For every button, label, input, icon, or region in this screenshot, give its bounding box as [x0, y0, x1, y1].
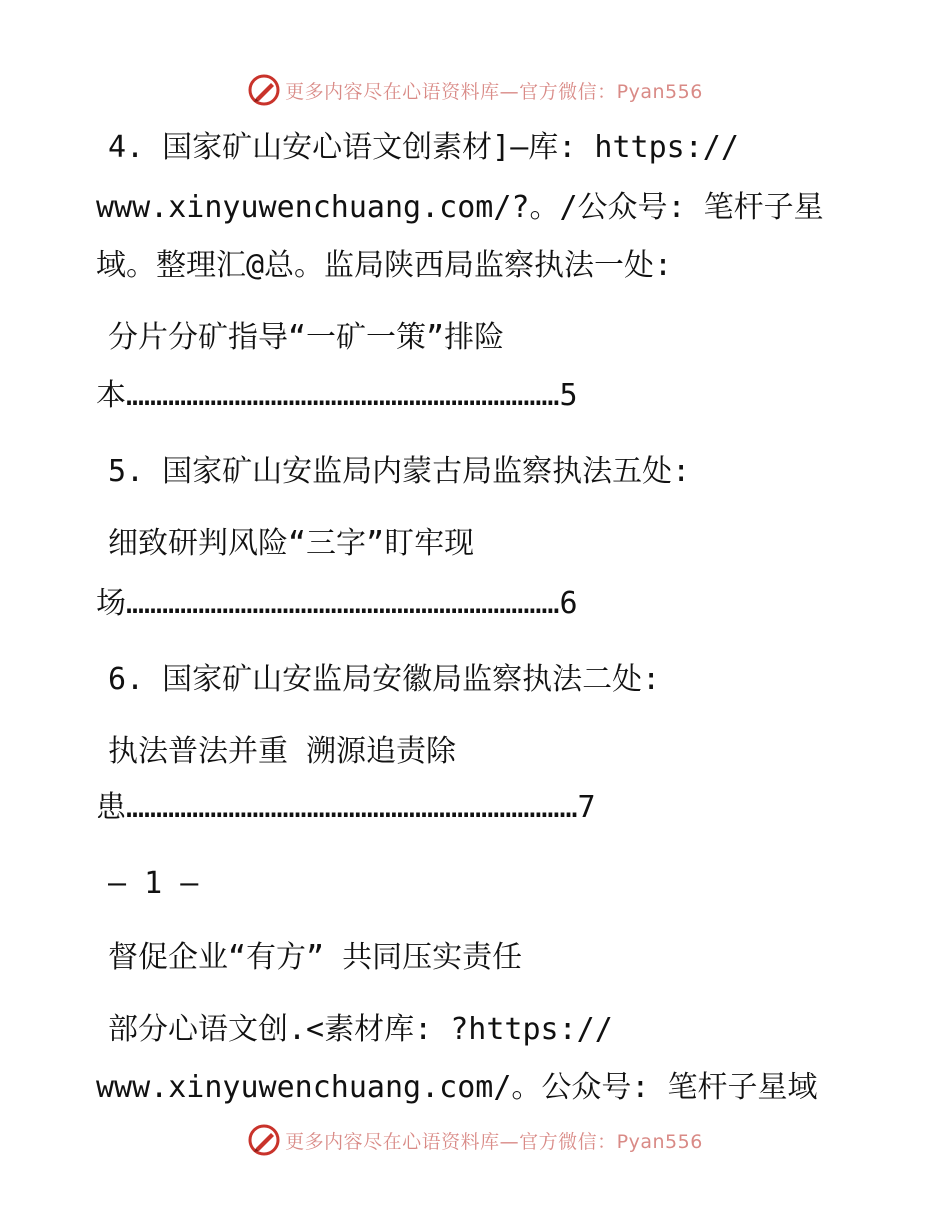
toc-entry-dots: …………………………………………………………………	[126, 790, 578, 825]
section-heading: 督促企业“有方” 共同压实责任	[108, 940, 523, 975]
doc-line-source: 部分心语文创.<素材库: ?https://	[108, 1012, 613, 1047]
toc-entry-lead: 本	[96, 378, 126, 413]
toc-title-4: 分片分矿指导“一矿一策”排险	[108, 320, 505, 355]
toc-entry-page: 6	[559, 586, 578, 621]
pen-logo-icon	[247, 1123, 281, 1157]
watermark-top	[0, 70, 950, 110]
toc-entry-page: 7	[577, 790, 596, 825]
pen-logo-icon	[247, 73, 281, 107]
doc-line-3: 域。整理汇@总。监局陕西局监察执法一处:	[96, 248, 673, 283]
watermark-text: 更多内容尽在心语资料库—官方微信：Pyan556	[285, 1130, 703, 1153]
toc-entry-4	[96, 376, 578, 416]
toc-entry-lead: 患	[96, 790, 126, 825]
toc-title-5: 细致研判风险“三字”盯牢现	[108, 526, 475, 561]
doc-line-2: www.xinyuwenchuang.com/?。/公众号: 笔杆子星	[96, 190, 824, 225]
toc-entry-lead: 场	[96, 586, 126, 621]
toc-title-6: 执法普法并重 溯源追责除	[108, 734, 457, 769]
toc-heading-6: 6. 国家矿山安监局安徽局监察执法二处:	[108, 662, 661, 697]
toc-heading-5: 5. 国家矿山安监局内蒙古局监察执法五处:	[108, 454, 691, 489]
watermark-text: 更多内容尽在心语资料库—官方微信：Pyan556	[285, 80, 703, 103]
doc-line-1: 4. 国家矿山安心语文创素材]—库: https://	[108, 130, 739, 165]
doc-line-url: www.xinyuwenchuang.com/。公众号: 笔杆子星域	[96, 1070, 818, 1105]
toc-entry-dots: ………………………………………………………………	[126, 378, 560, 413]
toc-entry-6	[96, 788, 596, 828]
page-number: — 1 —	[108, 866, 199, 901]
toc-entry-dots: ………………………………………………………………	[126, 586, 560, 621]
watermark-bottom	[0, 1120, 950, 1160]
toc-entry-page: 5	[559, 378, 578, 413]
toc-entry-5	[96, 584, 578, 624]
